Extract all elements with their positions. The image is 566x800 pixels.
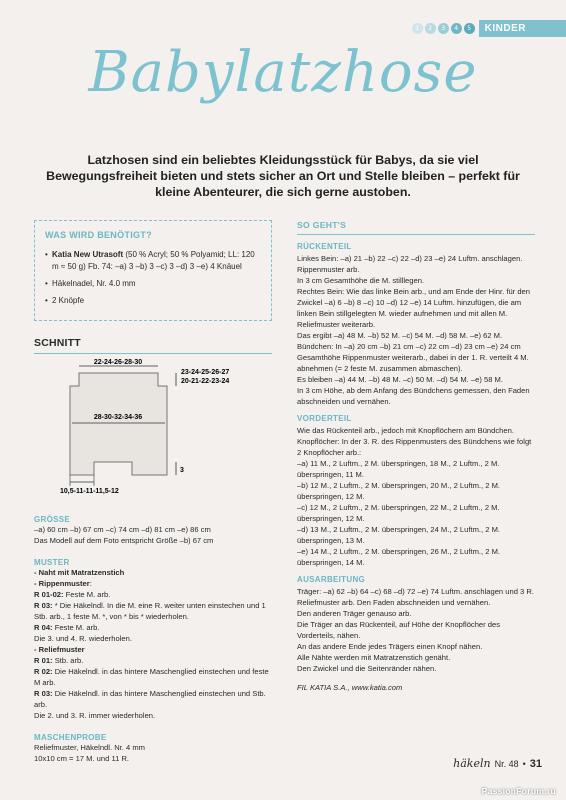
credit-line: FIL KATIA S.A., www.katia.com <box>297 683 403 692</box>
issue-number: Nr. 48 <box>494 758 519 769</box>
rueckenteil-paragraph: Das ergibt –a) 48 M. –b) 52 M. –c) 54 M. –d) 58 M. –e) 62 M. <box>297 331 503 340</box>
leg-height-label: 3 <box>180 467 184 474</box>
vorderteil-paragraph: Wie das Rückenteil arb., jedoch mit Knopflöchern am Bündchen. <box>297 426 514 435</box>
muster-line-text: Stb. arb. <box>52 656 84 665</box>
muster-line <box>34 600 272 622</box>
muster-line-label: - Rippenmuster <box>34 579 90 588</box>
muster-section <box>34 558 272 721</box>
materials-hook: • Häkelnadel, Nr. 4.0 mm <box>45 278 261 290</box>
muster-line-label: R 01-02: <box>34 590 64 599</box>
magazine-name: häkeln <box>453 757 491 770</box>
muster-line-text: Die 2. und 3. R. immer wiederholen. <box>34 711 156 720</box>
maschenprobe-line-1: Reliefmuster, Häkelndl. Nr. 4 mm <box>34 743 145 752</box>
vorderteil-heading: VORDERTEIL <box>297 414 352 423</box>
materials-heading: WAS WIRD BENÖTIGT? <box>45 230 152 240</box>
rueckenteil-paragraph: Rechtes Bein: Wie das linke Bein arb., und am Ende der Hinr. für den Zwickel –a) 6 –b) 8 –c) 10 –d) 12 –e) 14 Luftm. hinzufügen, die am linken Bein stillgelegten M. wieder aufnehmen und mit allen M. Reliefmuster weiterarb. <box>297 287 530 329</box>
muster-line <box>34 710 272 721</box>
top-bar <box>412 18 566 38</box>
muster-heading: MUSTER <box>34 558 70 567</box>
schnitt-divider <box>34 353 272 354</box>
page-number: 31 <box>529 757 542 770</box>
muster-line <box>34 567 272 578</box>
ausarbeitung-text <box>297 586 535 674</box>
groesse-line-2: Das Modell auf dem Foto entspricht Größe –b) 67 cm <box>34 536 214 545</box>
muster-line-label: R 03: <box>34 601 53 610</box>
intro-text: Latzhosen sind ein beliebtes Kleidungsstück für Babys, da sie viel Bewegungsfreiheit bieten und stets sicher an Ort und Stelle bleiben – perfekt für kleine Abenteurer, die sich gerne austoben. <box>46 153 520 199</box>
bib-height-label-2: 20-21-22-23-24 <box>181 378 230 385</box>
ausarbeitung-paragraph: Den Zwickel und die Seitenränder nähen. <box>297 664 437 673</box>
instructions-heading: SO GEHT'S <box>297 220 347 230</box>
footer-bullet: • <box>522 758 526 769</box>
ausarbeitung-heading: AUSARBEITUNG <box>297 575 366 584</box>
page-title: Babylatzhose <box>88 40 478 105</box>
muster-line-label: - Reliefmuster <box>34 645 85 654</box>
muster-line-text: Die Häkelndl. in das hintere Maschenglied einstechen und feste M arb. <box>34 667 269 687</box>
muster-line-text: Feste M. arb. <box>63 590 111 599</box>
rueckenteil-text <box>297 253 535 407</box>
materials-buttons: • 2 Knöpfe <box>45 295 261 307</box>
muster-line <box>34 589 272 600</box>
ausarbeitung-paragraph: Den anderen Träger genauso arb. <box>297 609 412 618</box>
vorderteil-paragraph: –a) 11 M., 2 Luftm., 2 M. überspringen, 18 M., 2 Luftm., 2 M. überspringen, 11 M. <box>297 459 500 479</box>
vorderteil-text <box>297 425 535 568</box>
muster-line-text: * Die Häkelndl. In die M. eine R. weiter unten einstechen und 1 Stb. arb., 1 feste M. *, von * bis * wiederholen. <box>34 601 266 621</box>
groesse-line-1: –a) 60 cm –b) 67 cm –c) 74 cm –d) 81 cm –e) 86 cm <box>34 525 211 534</box>
category-label: KINDER <box>479 20 566 37</box>
rueckenteil-paragraph: Linkes Bein: –a) 21 –b) 22 –c) 22 –d) 23 –e) 24 Luftm. anschlagen. Rippenmuster arb. <box>297 254 523 274</box>
vorderteil-paragraph: –c) 12 M., 2 Luftm., 2 M. überspringen, 22 M., 2 Luftm., 2 M. überspringen, 12 M. <box>297 503 500 523</box>
ausarbeitung-paragraph: Alle Nähte werden mit Matratzenstich genäht. <box>297 653 451 662</box>
vorderteil-paragraph: –d) 13 M., 2 Luftm., 2 M. überspringen, 24 M., 2 Luftm., 2 M. überspringen, 13 M. <box>297 525 501 545</box>
dot-2: 2 <box>425 23 436 34</box>
materials-yarn <box>45 249 261 273</box>
page-footer <box>453 757 542 770</box>
muster-line-text: : <box>89 579 92 588</box>
rueckenteil-paragraph: Es bleiben –a) 44 M. –b) 48 M. –c) 50 M. –d) 54 M. –e) 58 M. <box>297 375 503 384</box>
dot-5: 5 <box>464 23 475 34</box>
rueckenteil-heading: RÜCKENTEIL <box>297 242 352 251</box>
dot-3: 3 <box>438 23 449 34</box>
muster-line-text: Die Häkelndl. in das hintere Maschenglied einstechen und Stb. arb. <box>34 689 266 709</box>
muster-line-label: R 01: <box>34 656 53 665</box>
maschenprobe-line-2: 10x10 cm = 17 M. und 11 R. <box>34 754 130 763</box>
rueckenteil-paragraph: In 3 cm Gesamthöhe die M. stilllegen. <box>297 276 425 285</box>
mid-width-label: 28-30-32-34-36 <box>93 414 143 421</box>
muster-line <box>34 666 272 688</box>
ausarbeitung-paragraph: An das andere Ende jedes Trägers einen Knopf nähen. <box>297 642 483 651</box>
ausarbeitung-paragraph: Träger: –a) 62 –b) 64 –c) 68 –d) 72 –e) 74 Luftm. anschlagen und 3 R. Reliefmuster arb. Den Faden abschneiden und vernähen. <box>297 587 534 607</box>
leg-width-label: 10,5-11-11-11,5-12 <box>60 488 119 495</box>
muster-line-text: Feste M. arb. <box>52 623 100 632</box>
muster-line-text: Die 3. und 4. R. wiederholen. <box>34 634 132 643</box>
instructions-divider <box>297 234 535 235</box>
garment-outline <box>70 373 167 475</box>
ausarbeitung-paragraph: Die Träger an das Rückenteil, auf Höhe der Knopflöcher des Vorderteils, nähen. <box>297 620 501 640</box>
vorderteil-paragraph: –b) 12 M., 2 Luftm., 2 M. überspringen, 20 M., 2 Luftm., 2 M. überspringen, 12 M. <box>297 481 501 501</box>
muster-line <box>34 622 272 633</box>
muster-line-label: R 02: <box>34 667 53 676</box>
groesse-heading: GRÖSSE <box>34 515 71 524</box>
watermark: PassionForum.ru <box>481 786 556 796</box>
dot-1: 1 <box>412 23 423 34</box>
muster-line <box>34 655 272 666</box>
muster-lines <box>34 567 272 721</box>
bib-height-label-1: 23-24-25-26-27 <box>181 369 230 376</box>
maschenprobe-section <box>34 733 272 764</box>
difficulty-dots <box>412 23 475 34</box>
schematic-svg <box>34 358 272 503</box>
muster-line <box>34 578 272 589</box>
muster-line <box>34 644 272 655</box>
pattern-schematic <box>34 358 272 503</box>
muster-line-label: - Naht mit Matratzenstich <box>34 568 125 577</box>
rueckenteil-paragraph: Bündchen: In –a) 20 cm –b) 21 cm –c) 22 cm –d) 23 cm –e) 24 cm Gesamthöhe Rippenmuster weiterarb., dabei in der 1. R. verteilt 4 M. abnehmen (= 2 feste M. zusammen abmaschen). <box>297 342 529 373</box>
dot-4: 4 <box>451 23 462 34</box>
schnitt-heading: SCHNITT <box>34 337 81 349</box>
groesse-section <box>34 515 272 546</box>
vorderteil-paragraph: Knopflöcher: In der 3. R. des Rippenmusters des Bündchens wie folgt 2 Knopflöcher arb.: <box>297 437 532 457</box>
yarn-name: Katia New Utrasoft <box>52 250 124 259</box>
rueckenteil-paragraph: In 3 cm Höhe, ab dem Anfang des Bündchens gemessen, den Faden abschneiden und vernähen. <box>297 386 530 406</box>
vorderteil-paragraph: –e) 14 M., 2 Luftm., 2 M. überspringen, 26 M., 2 Luftm., 2 M. überspringen, 14 M. <box>297 547 501 567</box>
right-column <box>297 220 535 693</box>
yarn-details: (50 % Acryl; 50 % Polyamid; LL: 120 m ≈ 50 g) Fb. 74: –a) 3 –b) 3 –c) 3 –d) 3 –e) 4 Knäuel <box>52 250 255 271</box>
muster-line <box>34 633 272 644</box>
maschenprobe-heading: MASCHENPROBE <box>34 733 107 742</box>
muster-line-label: R 04: <box>34 623 53 632</box>
top-width-label: 22-24-26-28-30 <box>93 359 143 366</box>
muster-line-label: R 03: <box>34 689 53 698</box>
left-column <box>34 220 272 764</box>
materials-box <box>34 220 272 321</box>
muster-line <box>34 688 272 710</box>
